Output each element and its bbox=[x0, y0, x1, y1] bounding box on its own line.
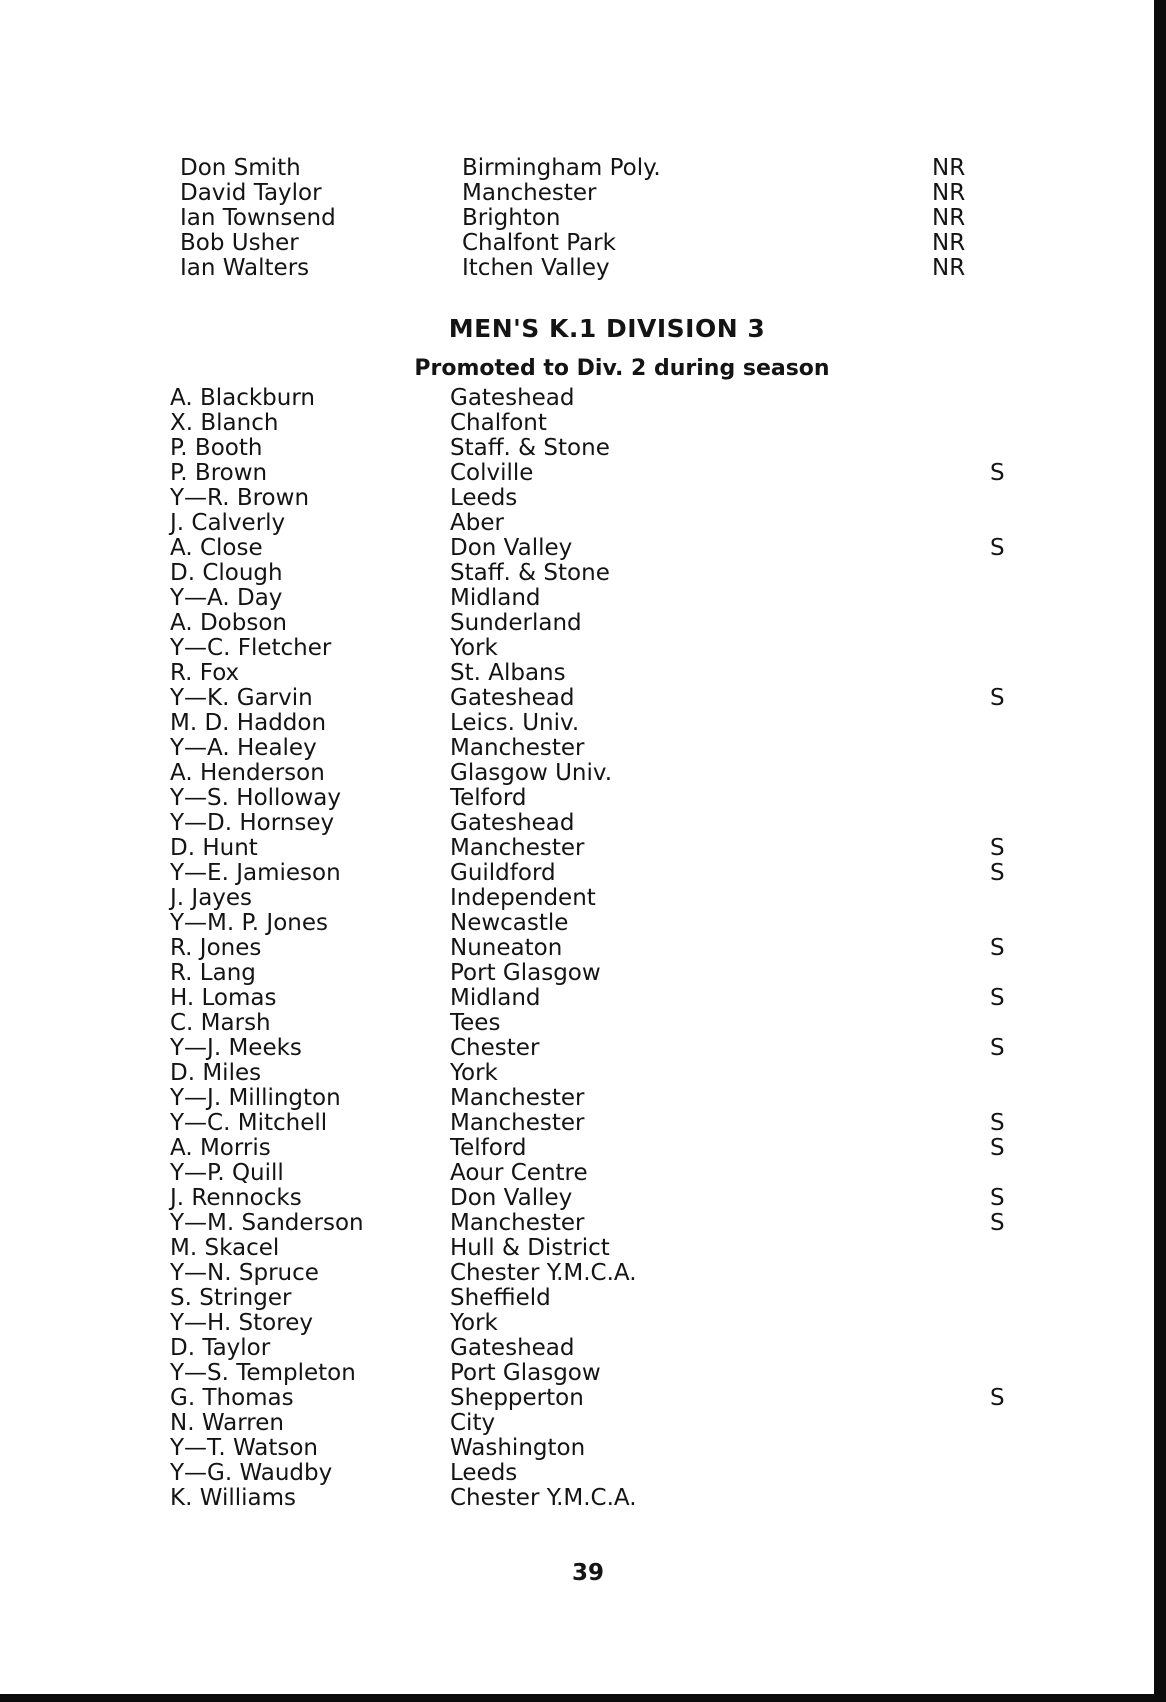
club-name: Itchen Valley bbox=[462, 255, 610, 281]
club-name: York bbox=[450, 1060, 498, 1086]
entrant-name: Y—J. Millington bbox=[170, 1085, 341, 1111]
list-row bbox=[0, 1386, 1166, 1411]
club-name: Telford bbox=[450, 1135, 527, 1161]
status-mark: S bbox=[990, 835, 1005, 861]
club-name: Sunderland bbox=[450, 610, 582, 636]
entrant-name: A. Dobson bbox=[170, 610, 287, 636]
club-name: Gateshead bbox=[450, 685, 575, 711]
status-mark: S bbox=[990, 935, 1005, 961]
list-row bbox=[0, 1311, 1166, 1336]
status-mark: S bbox=[990, 860, 1005, 886]
list-row bbox=[0, 1486, 1166, 1511]
list-row bbox=[0, 736, 1166, 761]
club-name: Washington bbox=[450, 1435, 586, 1461]
club-name: Chester bbox=[450, 1035, 540, 1061]
entrant-name: David Taylor bbox=[180, 180, 322, 206]
entrant-name: Y—D. Hornsey bbox=[170, 810, 335, 836]
list-row bbox=[0, 661, 1166, 686]
list-row bbox=[0, 511, 1166, 536]
entrant-name: Bob Usher bbox=[180, 230, 299, 256]
list-row bbox=[0, 1061, 1166, 1086]
club-name: Midland bbox=[450, 585, 541, 611]
club-name: Manchester bbox=[450, 1110, 585, 1136]
entrant-name: Y—P. Quill bbox=[170, 1160, 284, 1186]
club-name: Sheffield bbox=[450, 1285, 551, 1311]
status-mark: S bbox=[990, 1110, 1005, 1136]
club-name: Glasgow Univ. bbox=[450, 760, 613, 786]
list-row bbox=[0, 536, 1166, 561]
list-row bbox=[0, 436, 1166, 461]
entrant-name: X. Blanch bbox=[170, 410, 279, 436]
list-row bbox=[0, 561, 1166, 586]
list-row bbox=[0, 1261, 1166, 1286]
entrant-name: R. Fox bbox=[170, 660, 240, 686]
list-row bbox=[0, 886, 1166, 911]
list-row bbox=[0, 711, 1166, 736]
list-row bbox=[0, 486, 1166, 511]
entrant-name: Don Smith bbox=[180, 155, 301, 181]
list-row bbox=[0, 1361, 1166, 1386]
list-row bbox=[0, 836, 1166, 861]
list-row bbox=[0, 1161, 1166, 1186]
club-name: Manchester bbox=[462, 180, 597, 206]
entrant-name: Y—C. Mitchell bbox=[170, 1110, 328, 1136]
club-name: Don Valley bbox=[450, 1185, 573, 1211]
club-name: Shepperton bbox=[450, 1385, 584, 1411]
entrant-name: G. Thomas bbox=[170, 1385, 294, 1411]
entrant-name: D. Hunt bbox=[170, 835, 258, 861]
list-row bbox=[0, 1436, 1166, 1461]
club-name: Brighton bbox=[462, 205, 561, 231]
entrant-name: D. Taylor bbox=[170, 1335, 271, 1361]
list-row bbox=[0, 1111, 1166, 1136]
club-name: Hull & District bbox=[450, 1235, 610, 1261]
status-mark: S bbox=[990, 985, 1005, 1011]
status-mark: S bbox=[990, 535, 1005, 561]
list-row bbox=[0, 256, 1166, 281]
club-name: Leeds bbox=[450, 1460, 518, 1486]
list-row bbox=[0, 1411, 1166, 1436]
list-row bbox=[0, 411, 1166, 436]
club-name: Colville bbox=[450, 460, 534, 486]
club-name: Birmingham Poly. bbox=[462, 155, 661, 181]
entrant-name: Y—J. Meeks bbox=[170, 1035, 302, 1061]
club-name: Gateshead bbox=[450, 385, 575, 411]
entrant-name: Y—T. Watson bbox=[170, 1435, 319, 1461]
list-row bbox=[0, 1236, 1166, 1261]
status-mark: NR bbox=[932, 230, 966, 256]
entrant-name: A. Blackburn bbox=[170, 385, 315, 411]
club-name: Independent bbox=[450, 885, 596, 911]
list-row bbox=[0, 206, 1166, 231]
entrant-name: Y—H. Storey bbox=[170, 1310, 313, 1336]
entrant-name: Ian Walters bbox=[180, 255, 310, 281]
club-name: Manchester bbox=[450, 835, 585, 861]
entrant-name: R. Jones bbox=[170, 935, 262, 961]
club-name: Chalfont Park bbox=[462, 230, 616, 256]
club-name: Guildford bbox=[450, 860, 556, 886]
status-mark: S bbox=[990, 1385, 1005, 1411]
list-row bbox=[0, 936, 1166, 961]
list-row bbox=[0, 636, 1166, 661]
club-name: Chester Y.M.C.A. bbox=[450, 1260, 637, 1286]
entrant-name: P. Brown bbox=[170, 460, 268, 486]
entrant-name: D. Miles bbox=[170, 1060, 262, 1086]
club-name: Don Valley bbox=[450, 535, 573, 561]
club-name: Aber bbox=[450, 510, 504, 536]
club-name: Telford bbox=[450, 785, 527, 811]
scan-edge-bottom bbox=[0, 1694, 1166, 1702]
club-name: Gateshead bbox=[450, 810, 575, 836]
list-row bbox=[0, 986, 1166, 1011]
entrant-name: R. Lang bbox=[170, 960, 256, 986]
club-name: Leeds bbox=[450, 485, 518, 511]
club-name: Port Glasgow bbox=[450, 960, 601, 986]
club-name: York bbox=[450, 635, 498, 661]
list-row bbox=[0, 811, 1166, 836]
club-name: Chalfont bbox=[450, 410, 547, 436]
entrant-name: K. Williams bbox=[170, 1485, 296, 1511]
club-name: Tees bbox=[450, 1010, 501, 1036]
status-mark: S bbox=[990, 460, 1005, 486]
entrant-name: P. Booth bbox=[170, 435, 263, 461]
entrant-name: Y—R. Brown bbox=[170, 485, 310, 511]
entrant-name: J. Jayes bbox=[170, 885, 253, 911]
club-name: Staff. & Stone bbox=[450, 435, 610, 461]
entrant-name: J. Calverly bbox=[170, 510, 286, 536]
status-mark: NR bbox=[932, 155, 966, 181]
entrant-name: Y—N. Spruce bbox=[170, 1260, 319, 1286]
entrant-name: M. D. Haddon bbox=[170, 710, 327, 736]
list-row bbox=[0, 961, 1166, 986]
status-mark: S bbox=[990, 1185, 1005, 1211]
entrant-name: Y—M. Sanderson bbox=[170, 1210, 364, 1236]
list-row bbox=[0, 386, 1166, 411]
club-name: Gateshead bbox=[450, 1335, 575, 1361]
club-name: York bbox=[450, 1310, 498, 1336]
list-row bbox=[0, 686, 1166, 711]
list-row bbox=[0, 611, 1166, 636]
list-row bbox=[0, 786, 1166, 811]
club-name: Port Glasgow bbox=[450, 1360, 601, 1386]
club-name: St. Albans bbox=[450, 660, 566, 686]
list-row bbox=[0, 1461, 1166, 1486]
entrant-name: Y—A. Day bbox=[170, 585, 283, 611]
status-mark: NR bbox=[932, 255, 966, 281]
entrant-name: Y—A. Healey bbox=[170, 735, 317, 761]
list-row bbox=[0, 156, 1166, 181]
entrant-name: Y—E. Jamieson bbox=[170, 860, 341, 886]
division-title: MEN'S K.1 DIVISION 3 bbox=[448, 314, 766, 343]
entrant-name: A. Henderson bbox=[170, 760, 325, 786]
entrant-name: Y—S. Templeton bbox=[170, 1360, 356, 1386]
entrant-name: Y—S. Holloway bbox=[170, 785, 342, 811]
club-name: Nuneaton bbox=[450, 935, 563, 961]
entrant-name: H. Lomas bbox=[170, 985, 277, 1011]
page-number: 39 bbox=[571, 1560, 604, 1586]
division-subtitle: Promoted to Div. 2 during season bbox=[414, 356, 830, 381]
entrant-name: S. Stringer bbox=[170, 1285, 292, 1311]
list-row bbox=[0, 861, 1166, 886]
list-row bbox=[0, 1011, 1166, 1036]
list-row bbox=[0, 1211, 1166, 1236]
club-name: Chester Y.M.C.A. bbox=[450, 1485, 637, 1511]
list-row bbox=[0, 761, 1166, 786]
list-row bbox=[0, 586, 1166, 611]
list-row bbox=[0, 1286, 1166, 1311]
status-mark: NR bbox=[932, 205, 966, 231]
entrant-name: A. Morris bbox=[170, 1135, 271, 1161]
list-row bbox=[0, 181, 1166, 206]
club-name: Manchester bbox=[450, 1085, 585, 1111]
status-mark: S bbox=[990, 1035, 1005, 1061]
entrant-name: J. Rennocks bbox=[170, 1185, 302, 1211]
status-mark: S bbox=[990, 685, 1005, 711]
entrant-name: A. Close bbox=[170, 535, 263, 561]
entrant-name: Y—C. Fletcher bbox=[170, 635, 332, 661]
club-name: Leics. Univ. bbox=[450, 710, 580, 736]
list-row bbox=[0, 461, 1166, 486]
list-row bbox=[0, 231, 1166, 256]
list-row bbox=[0, 1036, 1166, 1061]
status-mark: S bbox=[990, 1135, 1005, 1161]
club-name: Aour Centre bbox=[450, 1160, 588, 1186]
list-row bbox=[0, 911, 1166, 936]
entrant-name: D. Clough bbox=[170, 560, 283, 586]
entrant-name: Y—K. Garvin bbox=[170, 685, 313, 711]
club-name: Manchester bbox=[450, 1210, 585, 1236]
entrant-name: M. Skacel bbox=[170, 1235, 280, 1261]
entrant-name: Ian Townsend bbox=[180, 205, 336, 231]
list-row bbox=[0, 1086, 1166, 1111]
entrant-name: Y—G. Waudby bbox=[170, 1460, 333, 1486]
entrant-name: C. Marsh bbox=[170, 1010, 271, 1036]
club-name: City bbox=[450, 1410, 496, 1436]
entrant-name: Y—M. P. Jones bbox=[170, 910, 328, 936]
list-row bbox=[0, 1186, 1166, 1211]
entrant-name: N. Warren bbox=[170, 1410, 284, 1436]
club-name: Midland bbox=[450, 985, 541, 1011]
list-row bbox=[0, 1336, 1166, 1361]
club-name: Staff. & Stone bbox=[450, 560, 610, 586]
club-name: Newcastle bbox=[450, 910, 569, 936]
club-name: Manchester bbox=[450, 735, 585, 761]
status-mark: NR bbox=[932, 180, 966, 206]
status-mark: S bbox=[990, 1210, 1005, 1236]
list-row bbox=[0, 1136, 1166, 1161]
